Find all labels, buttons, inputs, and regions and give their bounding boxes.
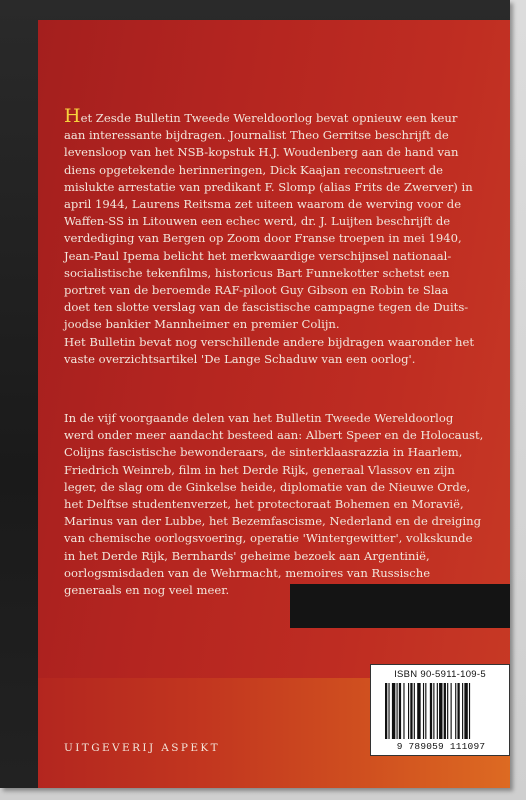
blurb-paragraph-2: In de vijf voorgaande delen van het Bulletin Tweede Wereldoorlog werd onder meer aandacht besteed aan: Albert Speer en de Holocaust, Colijns fascistische bewonderaars, de sinterklaasrazzia in Haarlem, Friedrich Weinreb, film in het Derde Rijk, generaal Vlassov en zijn leger, de slag om de Ginkelse heide, diplomatie van de Nieuwe Orde, het Delftse studentenverzet, het protectoraat Bohemen en Moravië, Marinus van der Lubbe, het Bezemfascisme, Nederland en de dreiging van chemische oorlogsvoering, operatie 'Wintergewitter', volkskunde in het Derde Rijk, Bernhards' geheime bezoek aan Argentinië, oorlogsmisdaden van de Wehrmacht, memoires van Russische generaals en nog veel meer. [64,411,484,598]
ean-digits: 9 789059 111097 [396,741,486,752]
blurb-paragraph-1-text: et Zesde Bulletin Tweede Wereldoorlog bevat opnieuw een keur aan interessante bijdragen. Journalist Theo Gerritse beschrijft de levensloop van het NSB-kopstuk H.J. Woudenberg aan de hand van diens opgetekende herinneringen, Dick Kaajan reconstrueert de mislukte arrestatie van predikant F. Slomp (alias Frits de Zwerver) in april 1944, Laurens Reitsma zet uiteen waarom de werving voor de Waffen-SS in Litouwen een echec werd, dr. J. Luijten beschrijft de verdediging van Bergen op Zoom door Franse troepen in mei 1940, Jean-Paul Ipema belicht het merkwaardige verschijnsel nationaal- socialistische tekenfilms, historicus Bart Funnekotter schetst een portret van de beroemde RAF-piloot Guy Gibson en Robin te Slaa doet ten slotte verslag van de fascistische campagne tegen de Duits- joodse bankier Mannheimer en premier Colijn. Het Bulletin bevat nog verschillende andere bijdragen waaronder het vaste overzichtsartikel 'De Lange Schaduw van een oorlog'. [64,111,475,366]
isbn-label: ISBN 90-5911-109-5 [394,669,486,680]
dropcap: H [64,105,81,127]
blurb-paragraph-1 [64,105,494,368]
black-bar [290,584,510,628]
barcode-icon [385,683,497,739]
barcode-box [370,664,510,756]
publisher-name: UITGEVERIJ ASPEKT [64,742,221,754]
